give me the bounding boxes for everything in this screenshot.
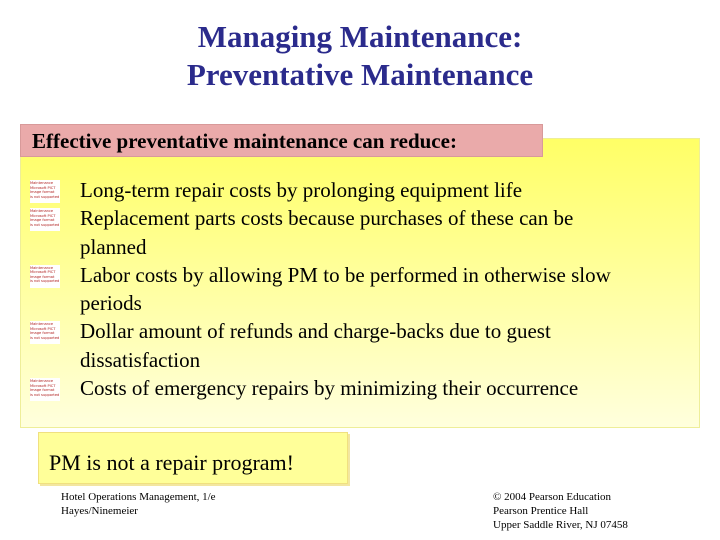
callout-box: PM is not a repair program! — [38, 432, 348, 484]
footer-left — [61, 490, 216, 518]
section-heading: Effective preventative maintenance can reduce: — [20, 124, 543, 157]
slide-title-line-2: Preventative Maintenance — [186, 57, 534, 92]
bullet-line: Replacement parts costs because purchases of these can be — [80, 206, 574, 231]
list-item — [30, 204, 700, 261]
placeholder-text: is not supported — [30, 222, 60, 227]
placeholder-text: Image format — [30, 274, 55, 279]
placeholder-text: Image format — [30, 388, 55, 393]
placeholder-text: is not supported — [30, 392, 60, 397]
picture-placeholder-icon — [30, 321, 60, 344]
footer-copyright: © 2004 Pearson Education — [493, 491, 612, 503]
bullet-line: Dollar amount of refunds and charge-backs due to guest — [80, 319, 551, 344]
bullet-line: planned — [80, 234, 147, 259]
picture-placeholder-icon — [30, 378, 60, 401]
placeholder-text: Microsoft PICT — [30, 383, 56, 388]
footer-publisher: Pearson Prentice Hall — [493, 505, 589, 517]
footer-authors: Hayes/Ninemeier — [61, 505, 138, 517]
bullet-text — [80, 317, 700, 374]
bullet-line: Labor costs by allowing PM to be performed in otherwise slow — [80, 262, 611, 287]
placeholder-text: Microsoft PICT — [30, 185, 56, 190]
picture-placeholder-icon — [30, 180, 60, 203]
bullet-line: dissatisfaction — [80, 347, 201, 372]
slide-title — [0, 18, 720, 94]
list-item — [30, 261, 700, 318]
bullet-line: Costs of emergency repairs by minimizing their occurrence — [80, 376, 579, 401]
footer-book-title: Hotel Operations Management, 1/e — [61, 491, 216, 503]
placeholder-text: Maintenance — [30, 322, 54, 327]
list-item — [30, 176, 700, 204]
placeholder-text: Image format — [30, 331, 55, 336]
placeholder-text: Microsoft PICT — [30, 326, 56, 331]
placeholder-text: Maintenance — [30, 379, 54, 384]
bullet-line: periods — [80, 291, 142, 316]
picture-placeholder-icon — [30, 208, 60, 231]
placeholder-text: Image format — [30, 218, 55, 223]
bullet-text — [80, 261, 700, 318]
placeholder-text: Maintenance — [30, 209, 54, 214]
footer-address: Upper Saddle River, NJ 07458 — [493, 519, 628, 531]
list-item — [30, 374, 700, 402]
footer-right — [493, 490, 628, 532]
placeholder-text: Maintenance — [30, 181, 54, 185]
bullet-line: Long-term repair costs by prolonging equipment life — [80, 178, 523, 202]
placeholder-text: Maintenance — [30, 265, 54, 270]
placeholder-text: Microsoft PICT — [30, 270, 56, 275]
picture-placeholder-icon — [30, 265, 60, 288]
placeholder-text: Image format — [30, 190, 55, 194]
slide-title-line-1: Managing Maintenance: — [197, 19, 523, 54]
bullet-text — [80, 374, 700, 402]
bullet-text — [80, 204, 700, 261]
placeholder-text: is not supported — [30, 279, 60, 284]
placeholder-text: Microsoft PICT — [30, 213, 56, 218]
placeholder-text: is not supported — [30, 194, 60, 199]
bullet-list — [30, 176, 700, 402]
bullet-text — [80, 176, 700, 204]
placeholder-text: is not supported — [30, 335, 60, 340]
list-item — [30, 317, 700, 374]
